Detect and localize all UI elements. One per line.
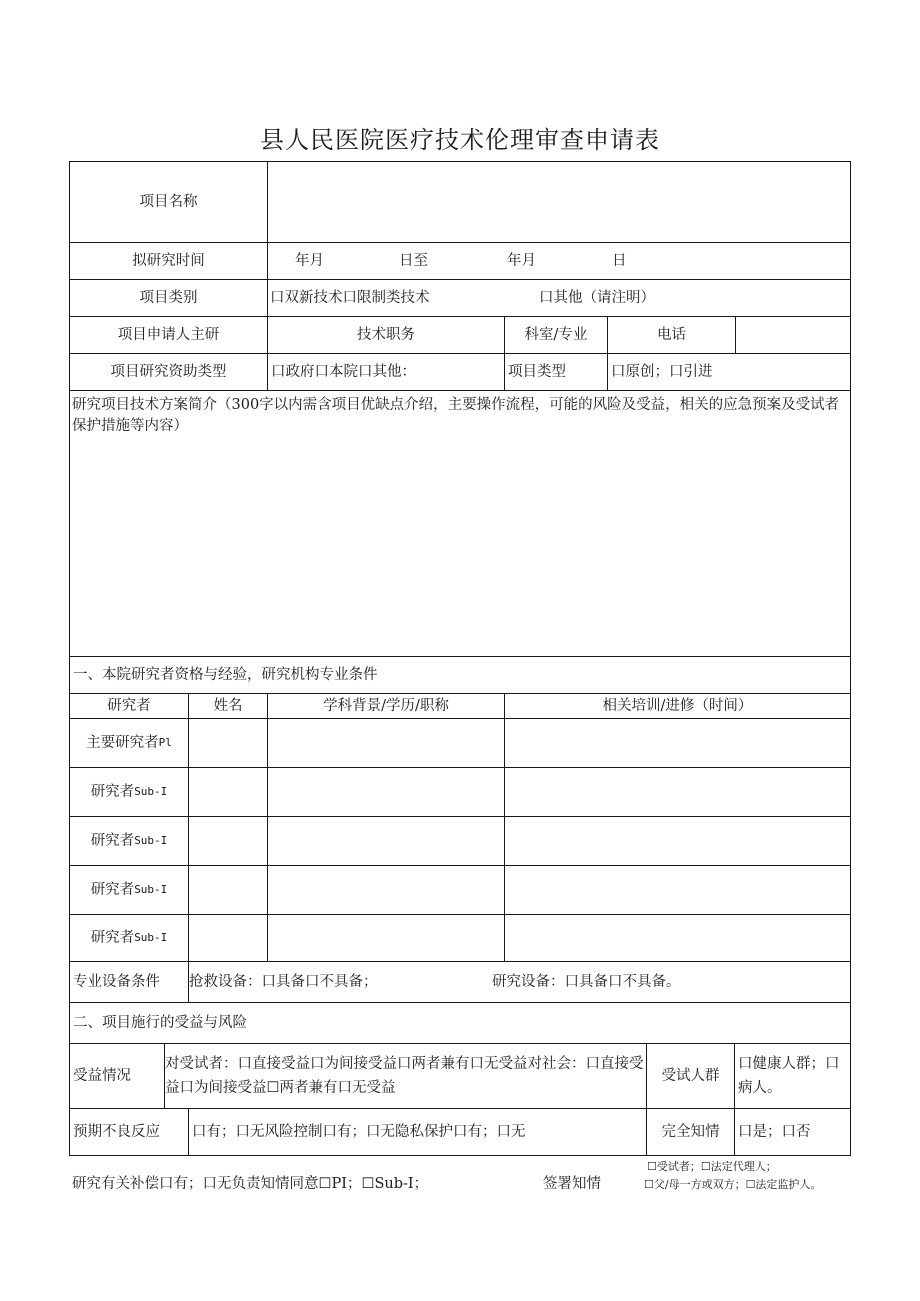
researcher-background-cell[interactable] — [267, 718, 505, 768]
researcher-training-cell[interactable] — [504, 767, 851, 817]
informed-consent-label: 完全知情 — [646, 1108, 735, 1156]
phone-label: 电话 — [607, 316, 736, 354]
researcher-training-cell[interactable] — [504, 914, 851, 962]
phone-field[interactable] — [735, 316, 851, 354]
researcher-name-cell[interactable] — [188, 865, 268, 915]
summary-field[interactable] — [69, 390, 851, 657]
summary-prompt: 研究项目技术方案简介（300字以内需含项目优缺点介绍，主要操作流程，可能的风险及受益，相关的应急预案及受试者保护措施等内容） — [72, 397, 840, 434]
applicant-label: 项目申请人主研 — [69, 316, 268, 354]
section2-heading: 二、项目施行的受益与风险 — [69, 1002, 851, 1044]
day-end: 日 — [612, 253, 627, 269]
project-name-label: 项目名称 — [69, 161, 268, 243]
dept-label: 科室/专业 — [504, 316, 608, 354]
research-time-field[interactable] — [267, 242, 851, 280]
project-name-field[interactable] — [267, 161, 851, 243]
subjects-label: 受试人群 — [646, 1043, 735, 1109]
col-header-training: 相关培训/进修（时间） — [504, 693, 851, 719]
day-start: 日至 — [399, 253, 428, 269]
funding-options[interactable]: 口政府口本院口其他： — [267, 353, 505, 391]
equipment-field[interactable] — [188, 961, 851, 1003]
researcher-name-cell[interactable] — [188, 767, 268, 817]
researcher-training-cell[interactable] — [504, 865, 851, 915]
researcher-role: 主要研究者 Pl — [69, 718, 189, 768]
benefit-options[interactable]: 对受试者：口直接受益口为间接受益口两者兼有口无受益对社会：口直接受益口为间接受益☐两者兼有口无受益 — [164, 1043, 647, 1109]
form-title: 县人民医院医疗技术伦理审查申请表 — [260, 126, 660, 154]
research-equipment-options[interactable]: 研究设备：口具备口不具备。 — [492, 974, 681, 990]
category-option-new-tech[interactable]: 口双新技术口限制类技术 — [270, 290, 430, 306]
funding-label: 项目研究资助类型 — [69, 353, 268, 391]
signer-options-line2[interactable]: ☐父/母一方或双方；☐法定监护人。 — [644, 1178, 822, 1191]
project-type-options[interactable]: 口原创；口引进 — [607, 353, 851, 391]
researcher-background-cell[interactable] — [267, 816, 505, 866]
signer-options-line1[interactable]: ☐受试者；☐法定代理人； — [647, 1160, 777, 1173]
researcher-name-cell[interactable] — [188, 718, 268, 768]
researcher-role: 研究者 Sub-I — [69, 767, 189, 817]
tech-title-label: 技术职务 — [267, 316, 505, 354]
researcher-training-cell[interactable] — [504, 718, 851, 768]
project-category-field[interactable] — [267, 279, 851, 317]
researcher-role: 研究者 Sub-I — [69, 914, 189, 962]
researcher-background-cell[interactable] — [267, 865, 505, 915]
col-header-background: 学科背景/学历/职称 — [267, 693, 505, 719]
rescue-equipment-options[interactable]: 抢救设备：口具备口不具备； — [189, 974, 378, 990]
research-time-label: 拟研究时间 — [69, 242, 268, 280]
researcher-name-cell[interactable] — [188, 914, 268, 962]
category-option-other[interactable]: 口其他（请注明） — [539, 290, 655, 306]
informed-consent-options[interactable]: 口是；口否 — [734, 1108, 851, 1156]
col-header-name: 姓名 — [188, 693, 268, 719]
year-month-end: 年月 — [507, 253, 536, 269]
project-category-label: 项目类别 — [69, 279, 268, 317]
sign-consent-label: 签署知情 — [543, 1176, 601, 1192]
researcher-background-cell[interactable] — [267, 767, 505, 817]
researcher-role: 研究者 Sub-I — [69, 816, 189, 866]
adverse-options[interactable]: 口有；口无风险控制口有；口无隐私保护口有；口无 — [188, 1108, 647, 1156]
col-header-researcher: 研究者 — [69, 693, 189, 719]
section1-heading: 一、本院研究者资格与经验，研究机构专业条件 — [69, 656, 851, 694]
researcher-background-cell[interactable] — [267, 914, 505, 962]
equipment-label: 专业设备条件 — [69, 961, 189, 1003]
compensation-options[interactable]: 研究有关补偿口有；口无负责知情同意☐PI；☐Sub-I； — [72, 1176, 429, 1192]
project-type-label: 项目类型 — [504, 353, 608, 391]
researcher-role: 研究者 Sub-I — [69, 865, 189, 915]
year-month-start: 年月 — [295, 253, 324, 269]
adverse-label: 预期不良反应 — [69, 1108, 189, 1156]
subjects-options[interactable]: 口健康人群；口病人。 — [734, 1043, 851, 1109]
researcher-training-cell[interactable] — [504, 816, 851, 866]
benefit-label: 受益情况 — [69, 1043, 165, 1109]
researcher-name-cell[interactable] — [188, 816, 268, 866]
